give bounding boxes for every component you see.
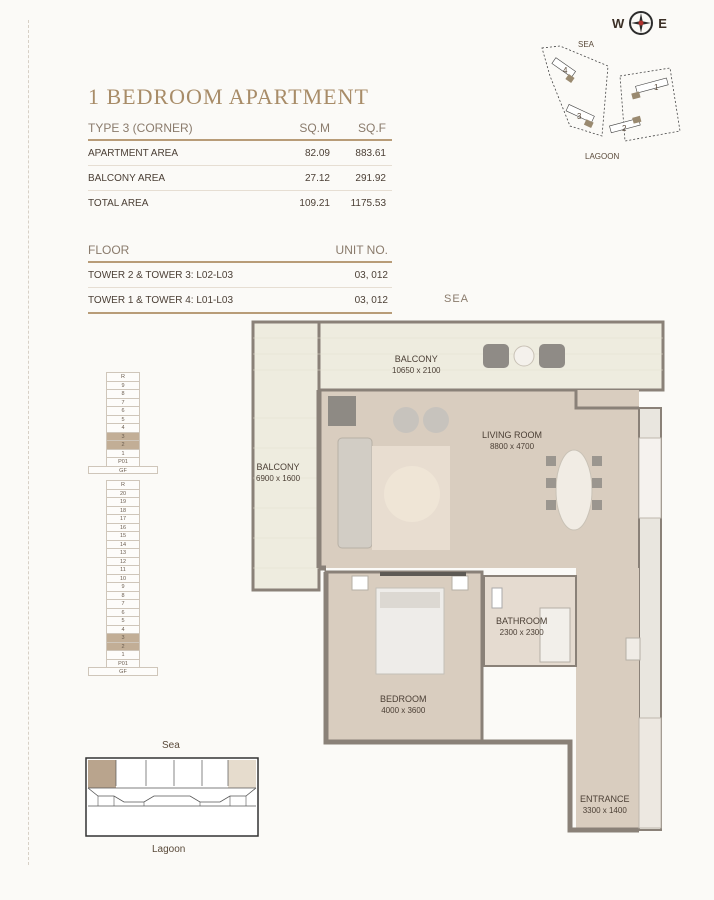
key-plan-sea-label: Sea <box>162 740 180 751</box>
area-sqf: 1175.53 <box>350 197 386 209</box>
floor-cell: GF <box>88 466 158 475</box>
tower-2-label: 2 <box>622 124 627 133</box>
site-map-lagoon-label: LAGOON <box>585 152 620 161</box>
floor-cell: 13 <box>106 548 140 557</box>
room-name: BALCONY <box>256 462 300 472</box>
floor-cell: 5 <box>106 616 140 625</box>
key-plan-lagoon-label: Lagoon <box>152 844 186 855</box>
tower-1 <box>631 78 668 99</box>
floor-plan <box>240 318 670 838</box>
area-sqf: 883.61 <box>355 147 386 159</box>
floor-label: TOWER 2 & TOWER 3: L02-L03 <box>88 269 234 281</box>
room-dimensions: 6900 x 1600 <box>256 474 301 483</box>
floor-cell: GF <box>88 667 158 676</box>
table-row <box>88 166 392 191</box>
floor-cell: 11 <box>106 565 140 574</box>
floor-cell: R <box>106 480 140 489</box>
floor-cell: 17 <box>106 514 140 523</box>
page-margin-line <box>28 20 29 865</box>
compass-east: E <box>658 15 667 31</box>
room-dimensions: 10650 x 2100 <box>392 366 441 375</box>
floor-cell: 19 <box>106 497 140 506</box>
floor-unit: 03, 012 <box>354 269 388 281</box>
floor-cell: 9 <box>106 582 140 591</box>
tower-stack-large <box>106 480 158 676</box>
area-table-header <box>88 117 392 141</box>
site-map-drawing <box>530 36 700 156</box>
floor-cell: 14 <box>106 540 140 549</box>
floor-cell: 15 <box>106 531 140 540</box>
room-name: BATHROOM <box>496 616 548 626</box>
table-row <box>88 191 392 215</box>
col-unit-no: UNIT NO. <box>335 243 388 257</box>
floor-cell: 6 <box>106 608 140 617</box>
site-map <box>530 36 700 166</box>
room-bathroom <box>496 616 547 638</box>
floor-cell: 2 <box>106 642 140 651</box>
site-map-sea-label: SEA <box>578 40 595 49</box>
floor-cell: 6 <box>106 406 140 415</box>
room-balcony-main <box>392 354 441 376</box>
area-sqm: 27.12 <box>304 172 330 184</box>
floor-cell: 8 <box>106 389 140 398</box>
floor-cell: 18 <box>106 506 140 515</box>
area-label: BALCONY AREA <box>88 172 166 184</box>
room-dimensions: 2300 x 2300 <box>499 628 544 637</box>
floor-cell: 1 <box>106 449 140 458</box>
area-label: TOTAL AREA <box>88 197 149 209</box>
floor-table <box>88 239 392 314</box>
room-entrance <box>580 794 630 816</box>
floor-cell: 2 <box>106 440 140 449</box>
room-living <box>482 430 542 452</box>
plan-sea-label: SEA <box>444 293 470 305</box>
area-label: APARTMENT AREA <box>88 147 179 159</box>
room-dimensions: 8800 x 4700 <box>489 442 535 451</box>
tower-1-label: 1 <box>654 83 659 92</box>
floor-cell: 5 <box>106 415 140 424</box>
compass <box>612 9 682 37</box>
unit-type: TYPE 3 (CORNER) <box>88 121 193 135</box>
floor-cell: 3 <box>106 633 140 642</box>
compass-west: W <box>612 15 625 31</box>
table-row <box>88 288 392 314</box>
floor-label: TOWER 1 & TOWER 4: L01-L03 <box>88 294 234 306</box>
floor-cell: 4 <box>106 423 140 432</box>
area-table <box>88 117 392 215</box>
floor-cell: 7 <box>106 398 140 407</box>
tower-stack-small <box>106 372 158 474</box>
room-name: ENTRANCE <box>580 794 630 804</box>
area-sqf: 291.92 <box>355 172 386 184</box>
tower-4-label: 4 <box>563 66 568 75</box>
area-sqm: 82.09 <box>304 147 330 159</box>
room-dimensions: 3300 x 1400 <box>582 806 627 815</box>
floor-unit: 03, 012 <box>354 294 388 306</box>
floor-cell: 9 <box>106 381 140 390</box>
col-sqm: SQ.M <box>299 121 330 135</box>
floor-cell: 7 <box>106 599 140 608</box>
floor-cell: 20 <box>106 489 140 498</box>
area-sqm: 109.21 <box>299 197 330 209</box>
compass-icon <box>628 10 654 36</box>
table-row <box>88 263 392 288</box>
room-dimensions: 4000 x 3600 <box>381 706 426 715</box>
floor-cell: 1 <box>106 650 140 659</box>
room-name: LIVING ROOM <box>482 430 543 440</box>
page-title: 1 BEDROOM APARTMENT <box>88 84 369 109</box>
room-name: BALCONY <box>394 354 438 364</box>
floor-cell: 10 <box>106 574 140 583</box>
floor-cell: 16 <box>106 523 140 532</box>
floor-cell: 4 <box>106 625 140 634</box>
floor-table-header <box>88 239 392 263</box>
key-plan-drawing <box>84 756 260 838</box>
key-plan <box>84 740 260 858</box>
col-floor: FLOOR <box>88 243 130 257</box>
floor-cell: R <box>106 372 140 381</box>
table-row <box>88 141 392 166</box>
floor-cell: 3 <box>106 432 140 441</box>
floor-cell: P01 <box>106 659 140 668</box>
room-name: BEDROOM <box>380 694 427 704</box>
tower-3-label: 3 <box>577 112 582 121</box>
floor-cell: 12 <box>106 557 140 566</box>
room-balcony-side <box>256 462 300 484</box>
floor-cell: 8 <box>106 591 140 600</box>
col-sqf: SQ.F <box>357 121 386 135</box>
room-bedroom <box>380 694 427 716</box>
floor-cell: P01 <box>106 457 140 466</box>
